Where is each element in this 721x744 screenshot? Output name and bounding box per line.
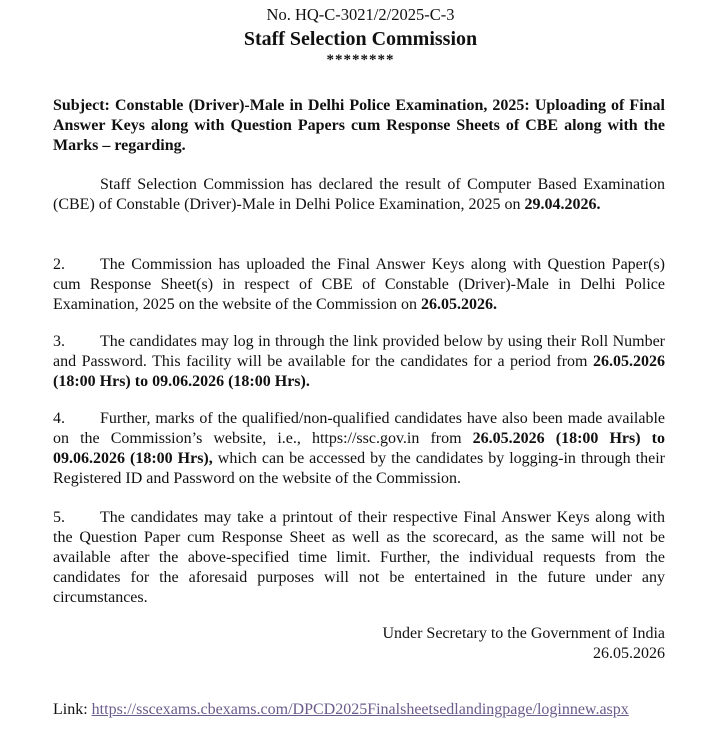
paragraph-2 — [53, 255, 665, 315]
paragraph-3-text: The candidates may log in through the link provided below by using their Roll Number and Password. This facility will be available for the candidates for a period from — [53, 333, 665, 370]
paragraph-4-period: 26.05.2026 (18:00 Hrs) to 09.06.2026 (18:00 Hrs), — [53, 430, 665, 467]
login-link-line — [53, 700, 629, 720]
paragraph-4-text-before: Further, marks of the qualified/non-qualified candidates have also been made available on the Commission’s website, i.e., https://ssc.gov.in from — [53, 410, 665, 447]
paragraph-5 — [53, 508, 665, 608]
reference-number: No. HQ-C-3021/2/2025-C-3 — [266, 5, 455, 24]
paragraph-2-date: 26.05.2026. — [420, 296, 497, 313]
paragraph-5-text: The candidates may take a printout of their respective Final Answer Keys along with the Question Paper cum Response Sheet as well as the scorecard, as the same will not be available after the above-specified time limit. Further, the individual requests from the candidates for the aforesaid purposes will not be entertained in the future under any circumstances. — [53, 509, 665, 606]
paragraph-5-number: 5. — [53, 509, 65, 526]
login-link[interactable]: https://sscexams.cbexams.com/DPCD2025Finalsheetsedlandingpage/loginnew.aspx — [91, 701, 629, 718]
subject-line: Subject: Constable (Driver)-Male in Delhi Police Examination, 2025: Uploading of Final Answer Keys along with Question Papers cum Response Sheets of CBE along with the Marks – regarding. — [53, 97, 665, 154]
signatory-designation: Under Secretary to the Government of India — [382, 625, 665, 642]
organisation-title: Staff Selection Commission — [243, 28, 478, 50]
paragraph-3 — [53, 332, 665, 392]
paragraph-2-text: The Commission has uploaded the Final Answer Keys along with Question Paper(s) cum Response Sheet(s) in respect of CBE of Constable (Driver)-Male in Delhi Police Examination, 2025 on the website of the Commission on — [53, 256, 665, 313]
paragraph-4 — [53, 409, 665, 489]
signature-date: 26.05.2026 — [593, 645, 665, 662]
paragraph-1 — [53, 175, 665, 215]
paragraph-1-text: Staff Selection Commission has declared the result of Computer Based Examination (CBE) of Constable (Driver)-Male in Delhi Police Examination, 2025 on — [53, 176, 665, 213]
separator-stars: ******** — [326, 52, 395, 68]
paragraph-4-number: 4. — [53, 410, 65, 427]
paragraph-3-period: 26.05.2026 (18:00 Hrs) to 09.06.2026 (18:00 Hrs). — [53, 353, 665, 390]
paragraph-2-number: 2. — [53, 256, 65, 273]
link-label: Link: — [53, 701, 88, 718]
paragraph-4-text-after: which can be accessed by the candidates by logging-in through their Registered ID and Password on the website of the Commission. — [53, 450, 665, 487]
signature-block — [382, 624, 665, 664]
paragraph-1-date: 29.04.2026. — [524, 196, 601, 213]
paragraph-3-number: 3. — [53, 333, 65, 350]
